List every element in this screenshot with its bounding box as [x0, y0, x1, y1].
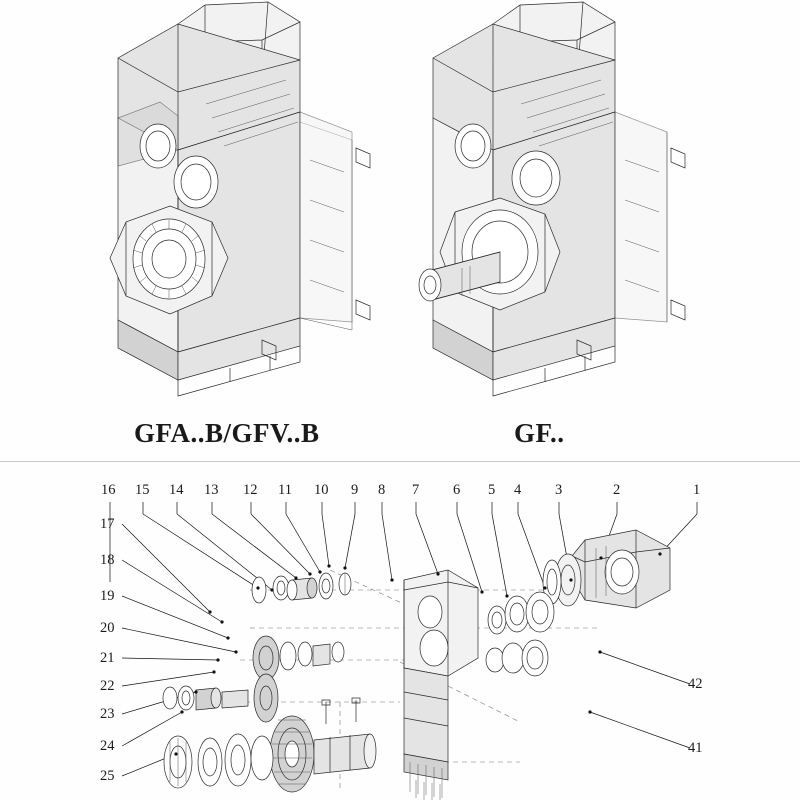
callout-14: 14 [169, 482, 184, 498]
part-bearing-stack-bottom [164, 734, 273, 788]
callout-15: 15 [135, 482, 150, 498]
part-shaft-lower [163, 674, 278, 722]
part-output-gear [270, 716, 376, 792]
callout-12: 12 [243, 482, 258, 498]
part-motor-adapter [572, 530, 670, 608]
callout-11: 11 [278, 482, 292, 498]
callout-4: 4 [514, 482, 522, 498]
callout-22: 22 [100, 678, 115, 694]
caption-left-view: GFA..B/GFV..B [134, 418, 320, 448]
callout-3: 3 [555, 482, 563, 498]
callout-42: 42 [688, 676, 703, 692]
callout-2: 2 [613, 482, 621, 498]
callout-5: 5 [488, 482, 496, 498]
callout-8: 8 [378, 482, 386, 498]
callout-18: 18 [100, 552, 115, 568]
callout-25: 25 [100, 768, 115, 784]
callout-10: 10 [314, 482, 329, 498]
exploded-view-panel [0, 462, 800, 800]
callout-13: 13 [204, 482, 219, 498]
callout-19: 19 [100, 588, 115, 604]
right-gearbox-view [419, 2, 685, 396]
part-housing-body [404, 570, 478, 798]
leader-lines-right [590, 652, 690, 748]
callout-24: 24 [100, 738, 115, 754]
callout-21: 21 [100, 650, 115, 666]
exploded-view-svg [0, 462, 800, 800]
part-ring-stack-right [486, 592, 554, 676]
callout-23: 23 [100, 706, 115, 722]
callout-1: 1 [693, 482, 701, 498]
left-gearbox-view [110, 2, 370, 396]
callout-7: 7 [412, 482, 420, 498]
part-gear-stack-mid [253, 636, 344, 680]
callout-41: 41 [688, 740, 703, 756]
part-input-shaft-assembly [252, 573, 351, 603]
caption-right-view: GF.. [514, 418, 565, 448]
callout-16: 16 [101, 482, 116, 498]
callout-9: 9 [351, 482, 359, 498]
callout-17: 17 [100, 516, 115, 532]
callout-6: 6 [453, 482, 461, 498]
callout-20: 20 [100, 620, 115, 636]
